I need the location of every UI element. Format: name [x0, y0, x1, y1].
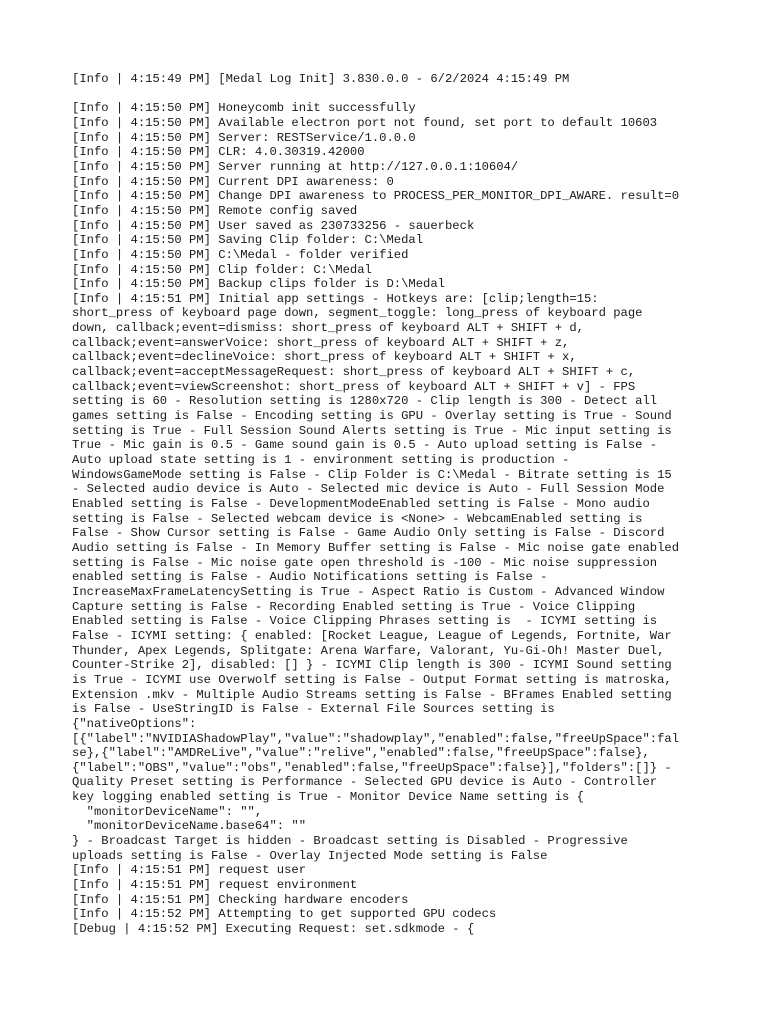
- log-line: "monitorDeviceName.base64": "": [72, 819, 307, 834]
- log-line: key logging enabled setting is True - Monitor Device Name setting is {: [72, 790, 584, 805]
- log-line: Enabled setting is False - DevelopmentModeEnabled setting is False - Mono audio: [72, 497, 650, 512]
- log-line: setting is True - Full Session Sound Alerts setting is True - Mic input setting is: [72, 423, 672, 438]
- log-line: enabled setting is False - Audio Notifications setting is False -: [72, 570, 548, 585]
- log-line: Extension .mkv - Multiple Audio Streams setting is False - BFrames Enabled setting: [72, 687, 672, 702]
- log-line: callback;event=viewScreenshot: short_press of keyboard ALT + SHIFT + v] - FPS: [72, 379, 636, 394]
- log-header-line: [Info | 4:15:49 PM] [Medal Log Init] 3.830.0.0 - 6/2/2024 4:15:49 PM: [72, 72, 570, 86]
- log-line: [Info | 4:15:50 PM] Saving Clip folder: C:\Medal: [72, 233, 424, 248]
- log-line: is False - UseStringID is False - External File Sources setting is: [72, 702, 555, 717]
- log-line: games setting is False - Encoding setting is GPU - Overlay setting is True - Sound: [72, 409, 672, 424]
- log-line: [{"label":"NVIDIAShadowPlay","value":"shadowplay","enabled":false,"freeUpSpace":fal: [72, 731, 680, 746]
- log-line: down, callback;event=dismiss: short_press of keyboard ALT + SHIFT + d,: [72, 321, 584, 336]
- log-line: [Info | 4:15:51 PM] request environment: [72, 878, 358, 893]
- log-line: False - Show Cursor setting is False - Game Audio Only setting is False - Discord: [72, 526, 665, 541]
- log-line: [Info | 4:15:50 PM] Clip folder: C:\Medal: [72, 262, 372, 277]
- log-line: se},{"label":"AMDReLive","value":"relive","enabled":false,"freeUpSpace":false},: [72, 746, 650, 761]
- log-line: Auto upload state setting is 1 - environment setting is production -: [72, 453, 570, 468]
- log-line: - Selected audio device is Auto - Selected mic device is Auto - Full Session Mode: [72, 482, 665, 497]
- log-line: [Info | 4:15:51 PM] request user: [72, 863, 307, 878]
- log-line: callback;event=acceptMessageRequest: short_press of keyboard ALT + SHIFT + c,: [72, 365, 636, 380]
- log-line: [Debug | 4:15:52 PM] Executing Request: set.sdkmode - {: [72, 922, 475, 937]
- log-line: Quality Preset setting is Performance - Selected GPU device is Auto - Controller: [72, 775, 658, 790]
- log-line: {"nativeOptions":: [72, 716, 197, 731]
- log-line: WindowsGameMode setting is False - Clip Folder is C:\Medal - Bitrate setting is 15: [72, 467, 672, 482]
- log-line: False - ICYMI setting: { enabled: [Rocket League, League of Legends, Fortnite, War: [72, 628, 672, 643]
- log-line: Thunder, Apex Legends, Splitgate: Arena Warfare, Valorant, Yu-Gi-Oh! Master Duel,: [72, 643, 665, 658]
- log-line: setting is False - Selected webcam device is <None> - WebcamEnabled setting is: [72, 511, 643, 526]
- log-body: [72, 101, 702, 936]
- blank-line: [72, 87, 702, 102]
- log-line: [Info | 4:15:50 PM] Change DPI awareness to PROCESS_PER_MONITOR_DPI_AWARE. result=0: [72, 189, 680, 204]
- log-line: [Info | 4:15:50 PM] Honeycomb init successfully: [72, 101, 416, 116]
- log-line: Enabled setting is False - Voice Clipping Phrases setting is - ICYMI setting is: [72, 614, 658, 629]
- log-line: Audio setting is False - In Memory Buffer setting is False - Mic noise gate enabled: [72, 540, 680, 555]
- log-line: [Info | 4:15:52 PM] Attempting to get supported GPU codecs: [72, 907, 497, 922]
- log-line: Capture setting is False - Recording Enabled setting is True - Voice Clipping: [72, 599, 636, 614]
- log-line: {"label":"OBS","value":"obs","enabled":false,"freeUpSpace":false}],"folders":[]} -: [72, 760, 672, 775]
- log-line: [Info | 4:15:51 PM] Initial app settings - Hotkeys are: [clip;length=15:: [72, 291, 599, 306]
- log-line: True - Mic gain is 0.5 - Game sound gain is 0.5 - Auto upload setting is False -: [72, 438, 658, 453]
- log-document: [72, 72, 702, 937]
- log-line: short_press of keyboard page down, segment_toggle: long_press of keyboard page: [72, 306, 643, 321]
- log-line: setting is 60 - Resolution setting is 1280x720 - Clip length is 300 - Detect all: [72, 394, 658, 409]
- log-line: [Info | 4:15:50 PM] C:\Medal - folder verified: [72, 247, 409, 262]
- log-line: [Info | 4:15:50 PM] Remote config saved: [72, 203, 358, 218]
- log-line: setting is False - Mic noise gate open threshold is -100 - Mic noise suppression: [72, 555, 658, 570]
- log-line: [Info | 4:15:50 PM] User saved as 230733256 - sauerbeck: [72, 218, 475, 233]
- log-line: [Info | 4:15:51 PM] Checking hardware encoders: [72, 892, 409, 907]
- log-line: IncreaseMaxFrameLatencySetting is True - Aspect Ratio is Custom - Advanced Window: [72, 584, 665, 599]
- log-line: callback;event=answerVoice: short_press of keyboard ALT + SHIFT + z,: [72, 335, 570, 350]
- log-line: } - Broadcast Target is hidden - Broadcast setting is Disabled - Progressive: [72, 834, 628, 849]
- log-line: [Info | 4:15:50 PM] Available electron port not found, set port to default 10603: [72, 115, 658, 130]
- log-line: is True - ICYMI use Overwolf setting is False - Output Format setting is matroska,: [72, 672, 672, 687]
- log-line: uploads setting is False - Overlay Injected Mode setting is False: [72, 848, 548, 863]
- log-line: Counter-Strike 2], disabled: [] } - ICYMI Clip length is 300 - ICYMI Sound setting: [72, 658, 672, 673]
- log-line: [Info | 4:15:50 PM] CLR: 4.0.30319.42000: [72, 145, 365, 160]
- log-line: [Info | 4:15:50 PM] Current DPI awareness: 0: [72, 174, 394, 189]
- log-line: "monitorDeviceName": "",: [72, 804, 263, 819]
- log-line: [Info | 4:15:50 PM] Server running at http://127.0.0.1:10604/: [72, 159, 519, 174]
- log-line: [Info | 4:15:50 PM] Backup clips folder is D:\Medal: [72, 277, 445, 292]
- log-line: callback;event=declineVoice: short_press of keyboard ALT + SHIFT + x,: [72, 350, 577, 365]
- log-line: [Info | 4:15:50 PM] Server: RESTService/1.0.0.0: [72, 130, 416, 145]
